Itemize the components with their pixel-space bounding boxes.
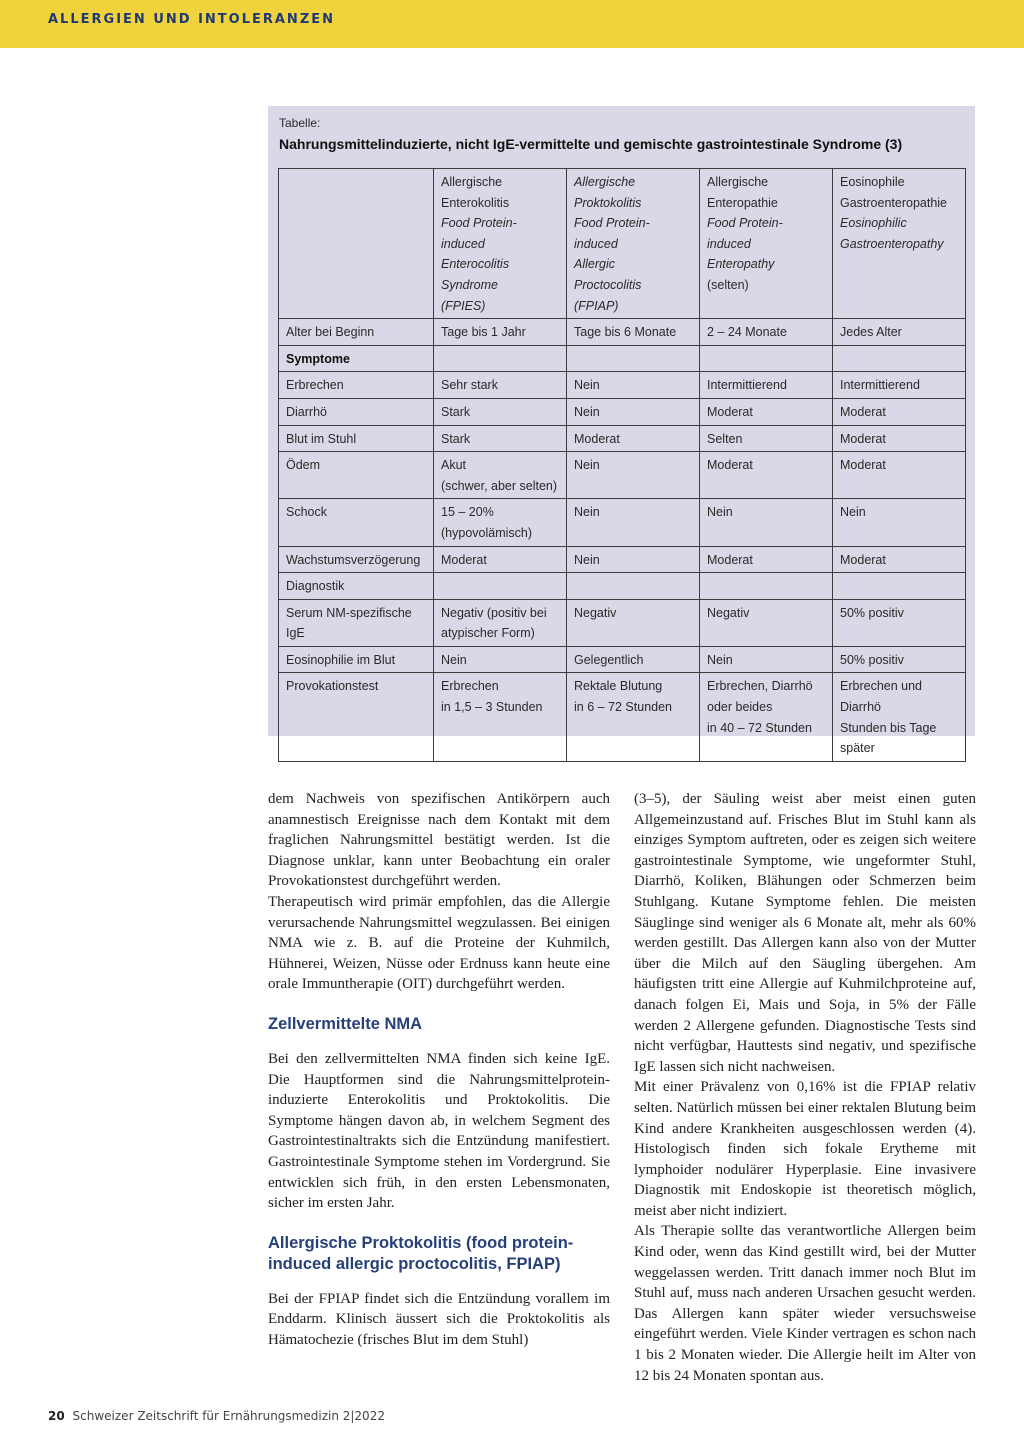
table-row bbox=[279, 499, 966, 546]
row-label-cell: Serum NM-spezifische IgE bbox=[279, 599, 434, 646]
row-label-cell: Ödem bbox=[279, 452, 434, 499]
table-cell: Selten bbox=[700, 425, 833, 452]
column-header: Allergische Proktokolitis Food Protein-induced Allergic Proctocolitis (FPIAP) bbox=[567, 169, 700, 319]
table-cell: Nein bbox=[434, 646, 567, 673]
table-cell: Moderat bbox=[833, 398, 966, 425]
paragraph: dem Nachweis von spezifischen Antikörpern auch anamnestisch Ereignisse nach dem Kontakt mit dem fraglichen Nahrungsmittel bestätigt werden. Ist die Diagnose unklar, kann unter Beobachtung ein oraler Provokationstest durchgeführt werden. bbox=[268, 791, 610, 890]
row-label-cell: Alter bei Beginn bbox=[279, 319, 434, 346]
table-cell: Moderat bbox=[833, 425, 966, 452]
table-cell: Nein bbox=[567, 452, 700, 499]
column-header: Eosinophile Gastroenteropathie Eosinophilic Gastroenteropathy bbox=[833, 169, 966, 319]
syndrome-table bbox=[278, 168, 966, 762]
table-cell: Tage bis 1 Jahr bbox=[434, 319, 567, 346]
table-cell bbox=[833, 345, 966, 372]
table-cell: Moderat bbox=[434, 546, 567, 573]
table-row bbox=[279, 452, 966, 499]
table-box bbox=[268, 106, 975, 756]
table-cell: Tage bis 6 Monate bbox=[567, 319, 700, 346]
table-cell bbox=[434, 573, 567, 600]
table-cell: Nein bbox=[700, 646, 833, 673]
row-label-cell: Diarrhö bbox=[279, 398, 434, 425]
table-cell: Nein bbox=[567, 499, 700, 546]
table-row bbox=[279, 546, 966, 573]
table-row bbox=[279, 398, 966, 425]
paragraph: Mit einer Prävalenz von 0,16% ist die FPIAP relativ selten. Natürlich müssen bei einer rektalen Blutung beim Kind andere Krankheiten ausgeschlossen werden (4). Histologisch finden sich fokale Erytheme mit lymphoider nodulärer Hyperplasie. Eine invasivere Diagnostik mit Endoskopie ist theoretisch möglich, meist aber nicht indiziert. bbox=[634, 1079, 976, 1219]
table-cell: Intermittierend bbox=[700, 372, 833, 399]
header-bar bbox=[0, 0, 1024, 48]
paragraph: Bei der FPIAP findet sich die Entzündung vorallem im Enddarm. Klinisch äussert sich die Proktokolitis als Hämatochezie (frisches Blut im dem Stuhl) bbox=[268, 1290, 610, 1348]
table-cell: Moderat bbox=[567, 425, 700, 452]
paragraph: (3–5), der Säuling weist aber meist einen guten Allgemeinzustand auf. Frisches Blut im Stuhl kann als einziges Symptom auftreten, oder es zeigen sich weitere gastrointestinale Symptome, wie ungeformter Stuhl, Diarrhö, Koliken, Blähungen oder Schmerzen beim Stuhlgang. Kutane Symptome fehlen. Die meisten Säuglinge sind weniger als 6 Monate alt, mehr als 60% werden gestillt. Das Allergen kann also von der Mutter über die Milch auf den Säugling übergehen. Am häufigsten tritt eine Allergie auf Kuhmilchproteine auf, danach folgen Ei, Mais und Soja, in 5% der Fälle werden 2 Allergene gefunden. Diagnostische Tests sind nicht verfügbar, Hauttests sind negativ, und spezifische IgE lassen sich nicht nachweisen. bbox=[634, 791, 976, 1075]
row-label-cell: Erbrechen bbox=[279, 372, 434, 399]
table-cell: 50% positiv bbox=[833, 646, 966, 673]
paragraph: Bei den zellvermittelten NMA finden sich keine IgE. Die Hauptformen sind die Nahrungsmittelprotein-induzierte Enterokolitis und Proktokolitis. Die Symptome hängen davon ab, in welchem Segment des Gastrointestinaltrakts sich die Entzündung manifestiert. Gastrointestinale Symptome stehen im Vordergrund. Sie entwicklen sich früh, in den ersten Lebensmonaten, sicher im ersten Jahr. bbox=[268, 1050, 610, 1212]
section-label: ALLERGIEN UND INTOLERANZEN bbox=[48, 12, 336, 27]
table-cell: 50% positiv bbox=[833, 599, 966, 646]
table-cell: Akut (schwer, aber selten) bbox=[434, 452, 567, 499]
row-label-cell: Wachstumsverzögerung bbox=[279, 546, 434, 573]
table-cell: Stark bbox=[434, 398, 567, 425]
right-column bbox=[634, 789, 976, 1386]
row-label-cell: Provokationstest bbox=[279, 673, 434, 761]
section-heading: Allergische Proktokolitis (food protein-induced allergic proctocolitis, FPIAP) bbox=[268, 1233, 574, 1273]
table-cell: 15 – 20% (hypovolämisch) bbox=[434, 499, 567, 546]
table-row bbox=[279, 319, 966, 346]
table-cell bbox=[833, 573, 966, 600]
row-label-cell: Eosinophilie im Blut bbox=[279, 646, 434, 673]
table-cell: Moderat bbox=[700, 398, 833, 425]
section-heading: Zellvermittelte NMA bbox=[268, 1014, 423, 1033]
table-cell: Rektale Blutung in 6 – 72 Stunden bbox=[567, 673, 700, 761]
table-cell bbox=[700, 345, 833, 372]
table-corner-cell bbox=[279, 169, 434, 319]
table-cell bbox=[567, 573, 700, 600]
table-cell: Nein bbox=[700, 499, 833, 546]
table-cell: Moderat bbox=[700, 452, 833, 499]
row-label-cell: Schock bbox=[279, 499, 434, 546]
table-row bbox=[279, 599, 966, 646]
table-cell: Negativ (positiv bei atypischer Form) bbox=[434, 599, 567, 646]
table-cell: Gelegentlich bbox=[567, 646, 700, 673]
paragraph: Therapeutisch wird primär empfohlen, das die Allergie verursachende Nahrungsmittel wegzulassen. Bei einigen NMA wie z. B. auf die Proteine der Kuhmilch, Hühnerei, Weizen, Nüsse oder Erdnuss kann heute eine orale Immuntherapie (OIT) durchgeführt werden. bbox=[268, 893, 610, 993]
paragraph: Als Therapie sollte das verantwortliche Allergen beim Kind oder, wenn das Kind gestillt wird, bei der Mutter weggelassen werden. Tritt danach immer noch Blut im Stuhl auf, muss nach anderen Ursachen gesucht werden. Das Allergen kann später wieder versuchsweise eingeführt werden. Viele Kinder vertragen es schon nach 1 bis 2 Monaten wieder. Die Allergie heilt im Alter von 12 bis 24 Monaten spontan aus. bbox=[634, 1223, 976, 1384]
table-cell: Sehr stark bbox=[434, 372, 567, 399]
column-header: Allergische Enterokolitis Food Protein-induced Enterocolitis Syndrome (FPIES) bbox=[434, 169, 567, 319]
table-cell: Negativ bbox=[700, 599, 833, 646]
row-label-cell: Blut im Stuhl bbox=[279, 425, 434, 452]
page-number: 20 bbox=[48, 1409, 65, 1423]
table-cell: Erbrechen und Diarrhö Stunden bis Tage später bbox=[833, 673, 966, 761]
table-cell: Nein bbox=[567, 398, 700, 425]
page-footer bbox=[48, 1409, 385, 1423]
table-cell bbox=[700, 573, 833, 600]
table-cell bbox=[434, 345, 567, 372]
table-row bbox=[279, 372, 966, 399]
table-row bbox=[279, 573, 966, 600]
row-label-cell: Symptome bbox=[279, 345, 434, 372]
table-row bbox=[279, 673, 966, 761]
row-label-cell: Diagnostik bbox=[279, 573, 434, 600]
left-column bbox=[268, 789, 610, 1350]
table-row bbox=[279, 345, 966, 372]
table-cell: Erbrechen in 1,5 – 3 Stunden bbox=[434, 673, 567, 761]
table-cell: Stark bbox=[434, 425, 567, 452]
table-cell: Moderat bbox=[833, 452, 966, 499]
table-cell: Intermittierend bbox=[833, 372, 966, 399]
table-cell: Moderat bbox=[833, 546, 966, 573]
journal-name: Schweizer Zeitschrift für Ernährungsmedizin 2|2022 bbox=[72, 1409, 385, 1423]
table-cell: Nein bbox=[567, 372, 700, 399]
table-cell: Nein bbox=[833, 499, 966, 546]
table-cell: Nein bbox=[567, 546, 700, 573]
table-cell: Negativ bbox=[567, 599, 700, 646]
table-caption-label: Tabelle: bbox=[279, 116, 321, 130]
table-row bbox=[279, 425, 966, 452]
table-cell: Moderat bbox=[700, 546, 833, 573]
table-title: Nahrungsmittelinduzierte, nicht IgE-vermittelte und gemischte gastrointestinale Syndrome (3) bbox=[279, 136, 903, 152]
table-cell: Jedes Alter bbox=[833, 319, 966, 346]
table-cell: Erbrechen, Diarrhö oder beides in 40 – 72 Stunden bbox=[700, 673, 833, 761]
table-header-row bbox=[279, 169, 966, 319]
table-cell: 2 – 24 Monate bbox=[700, 319, 833, 346]
column-header: Allergische Enteropathie Food Protein-induced Enteropathy (selten) bbox=[700, 169, 833, 319]
table-row bbox=[279, 646, 966, 673]
table-cell bbox=[567, 345, 700, 372]
